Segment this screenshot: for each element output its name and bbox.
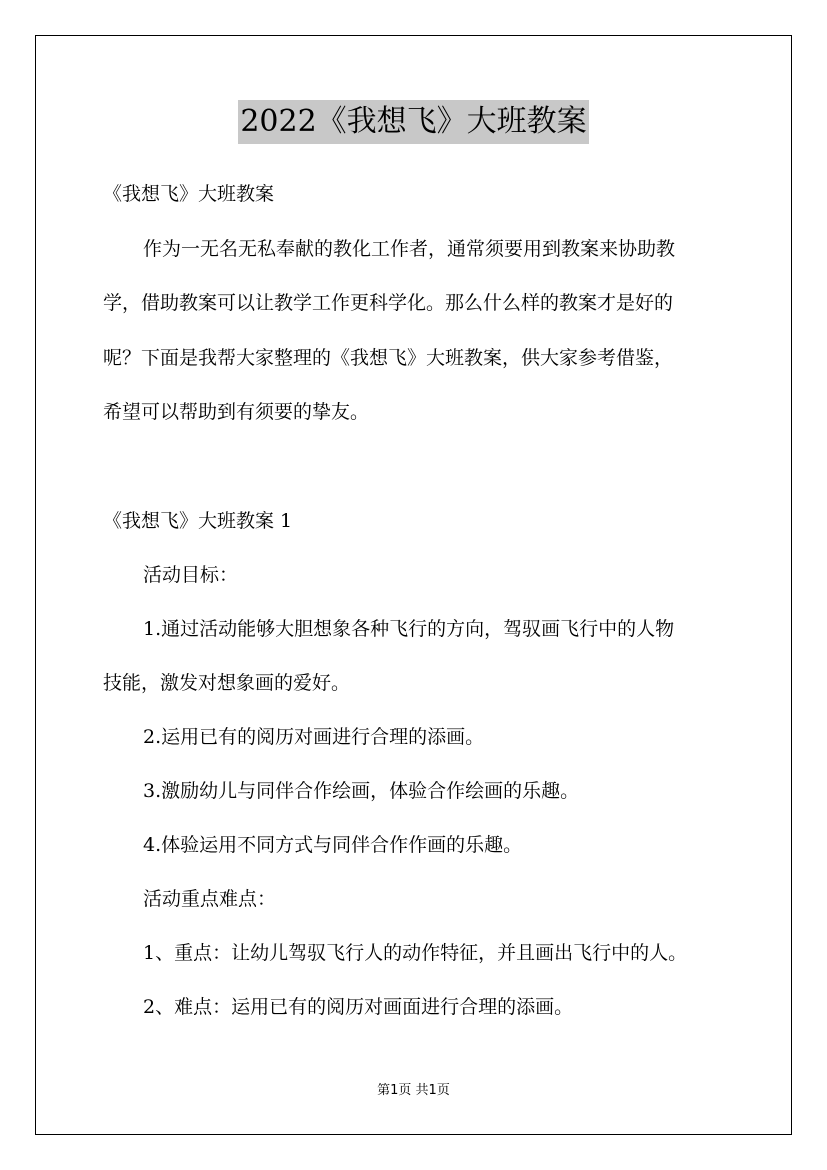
document-subtitle: 《我想飞》大班教案 [103,183,275,205]
goal-line-2: 技能，激发对想象画的爱好。 [103,672,351,694]
key-point-line-2: 2、难点：运用已有的阅历对画面进行合理的添画。 [143,996,574,1018]
goal-line-1: 1.通过活动能够大胆想象各种飞行的方向，驾驭画飞行中的人物 [143,618,675,640]
key-point-line-1: 1、重点：让幼儿驾驭飞行人的动作特征，并且画出飞行中的人。 [143,942,688,964]
intro-line-4: 希望可以帮助到有须要的挚友。 [103,401,370,423]
goals-heading: 活动目标： [143,564,239,586]
section-heading: 《我想飞》大班教案 1 [103,510,293,532]
goal-line-4: 3.激励幼儿与同伴合作绘画，体验合作绘画的乐趣。 [143,780,580,802]
intro-line-2: 学，借助教案可以让教学工作更科学化。那么什么样的教案才是好的 [103,292,674,314]
title-container [0,100,827,144]
intro-line-3: 呢？下面是我帮大家整理的《我想飞》大班教案，供大家参考借鉴， [103,347,674,369]
goal-line-5: 4.体验运用不同方式与同伴合作作画的乐趣。 [143,834,523,856]
page-footer: 第1页 共1页 [377,1083,450,1098]
goal-line-3: 2.运用已有的阅历对画进行合理的添画。 [143,726,485,748]
document-title: 2022《我想飞》大班教案 [238,100,588,144]
intro-line-1: 作为一无名无私奉献的教化工作者，通常须要用到教案来协助教 [143,238,676,260]
key-points-heading: 活动重点难点： [143,888,277,910]
